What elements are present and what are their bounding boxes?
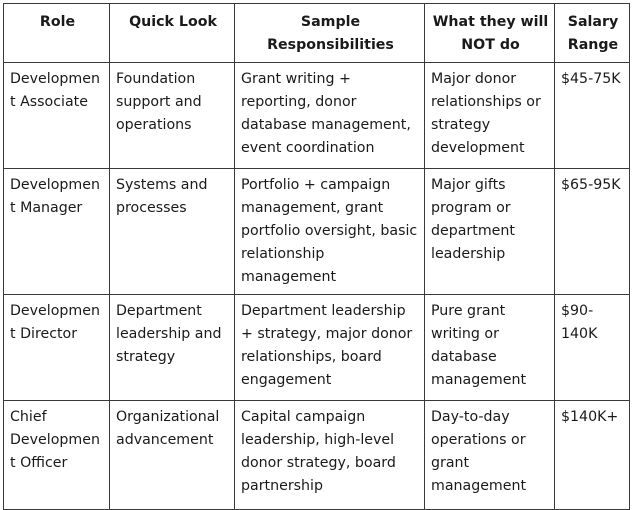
- table-row: [4, 63, 630, 169]
- cell-role: Development Associate: [4, 63, 110, 169]
- table-row: [4, 295, 630, 401]
- header-sample-responsibilities: Sample Responsibilities: [235, 4, 425, 63]
- header-quick-look: Quick Look: [110, 4, 235, 63]
- table-row: [4, 169, 630, 295]
- cell-role: Chief Development Officer: [4, 401, 110, 510]
- cell-responsibilities: Capital campaign leadership, high-level donor strategy, board partnership: [235, 401, 425, 510]
- cell-quick-look: Systems and processes: [110, 169, 235, 295]
- header-row: [4, 4, 630, 63]
- cell-salary: $65-95K: [555, 169, 630, 295]
- cell-role: Development Director: [4, 295, 110, 401]
- cell-salary: $45-75K: [555, 63, 630, 169]
- roles-table-container: [3, 3, 630, 510]
- cell-responsibilities: Grant writing + reporting, donor database management, event coordination: [235, 63, 425, 169]
- table-row: [4, 401, 630, 510]
- cell-salary: $90-140K: [555, 295, 630, 401]
- cell-role: Development Manager: [4, 169, 110, 295]
- cell-not-do: Major donor relationships or strategy development: [425, 63, 555, 169]
- cell-quick-look: Department leadership and strategy: [110, 295, 235, 401]
- cell-not-do: Major gifts program or department leadership: [425, 169, 555, 295]
- cell-quick-look: Foundation support and operations: [110, 63, 235, 169]
- header-not-do: What they will NOT do: [425, 4, 555, 63]
- cell-responsibilities: Portfolio + campaign management, grant portfolio oversight, basic relationship management: [235, 169, 425, 295]
- header-salary-range: Salary Range: [555, 4, 630, 63]
- cell-not-do: Pure grant writing or database management: [425, 295, 555, 401]
- header-role: Role: [4, 4, 110, 63]
- cell-quick-look: Organizational advancement: [110, 401, 235, 510]
- cell-salary: $140K+: [555, 401, 630, 510]
- cell-not-do: Day-to-day operations or grant management: [425, 401, 555, 510]
- cell-responsibilities: Department leadership + strategy, major donor relationships, board engagement: [235, 295, 425, 401]
- roles-table: [3, 3, 630, 510]
